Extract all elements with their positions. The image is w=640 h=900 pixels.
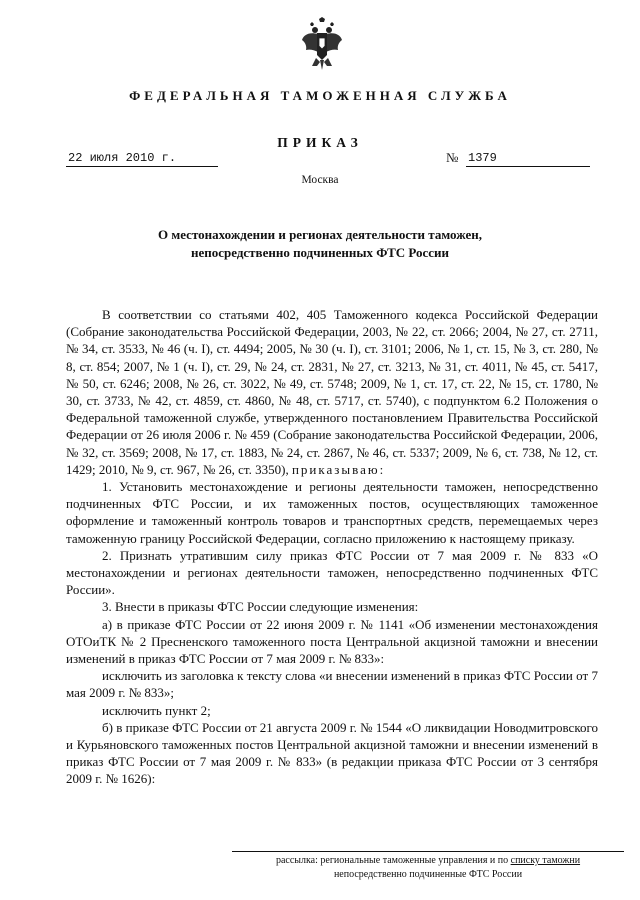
paragraph-item-2: 2. Признать утратившим силу приказ ФТС России от 7 мая 2009 г. № 833 «О местонахождении и регионах деятельности таможен, непосредственно подчиненных ФТС России». [66, 547, 598, 598]
distribution-line-2: непосредственно подчиненные ФТС России [333, 869, 523, 880]
order-date: 22 июля 2010 г. [66, 151, 218, 167]
document-type: ПРИКАЗ [277, 135, 363, 150]
city: Москва [301, 174, 339, 186]
order-title [0, 226, 640, 262]
coat-of-arms-icon [300, 16, 344, 72]
preamble-text: В соответствии со статьями 402, 405 Таможенного кодекса Российской Федерации (Собрание законодательства Российской Федерации, 2003, № 22, ст. 2066; 2004, № 27, ст. 2711, № 34, ст. 3533, № 46 (ч. I), ст. 4494; 2005, № 30 (ч. I), ст. 3101; 2006, № 1, ст. 15, № 3, ст. 280, № 8, ст. 854; 2007, № 1 (ч. I), ст. 29, № 24, ст. 2831, № 27, ст. 3213, № 31, ст. 4011, № 45, ст. 5417, № 50, ст. 6246; 2008, № 26, ст. 3022, № 49, ст. 5748; 2009, № 1, ст. 17, ст. 22, № 15, ст. 1780, № 30, ст. 3733, № 42, ст. 4859, ст. 4860, № 48, ст. 5717, ст. 5740), с подпунктом 6.2 Положения о Федеральной таможенной службе, утвержденного постановлением Правительства Российской Федерации от 26 июля 2006 г. № 459 (Собрание законодательства Российской Федерации, 2006, № 32, ст. 3569; 2008, № 17, ст. 1883, № 24, ст. 2867, № 46, ст. 5337; 2009, № 6, ст. 738, № 12, ст. 1429; 2010, № 9, ст. 967, № 26, ст. 3350), [66, 307, 598, 477]
order-number-label: № [446, 150, 459, 165]
order-number: 1379 [466, 151, 590, 167]
distribution-note [232, 851, 624, 882]
paragraph-item-3: 3. Внести в приказы ФТС России следующие изменения: [102, 599, 419, 615]
order-body [66, 306, 598, 788]
organization-name: ФЕДЕРАЛЬНАЯ ТАМОЖЕННАЯ СЛУЖБА [129, 88, 511, 103]
order-word: приказываю: [291, 461, 386, 477]
paragraph-item-3a: а) в приказе ФТС России от 22 июня 2009 г. № 1141 «Об изменении местонахождения ОТОиТК № 2 Пресненского таможенного поста Центральной акцизной таможни и внесении изменений в приказ ФТС России от 7 мая 2009 г. № 833»: [66, 616, 598, 667]
paragraph-item-3a-2: исключить пункт 2; [102, 702, 211, 718]
paragraph-item-1: 1. Установить местонахождение и регионы деятельности таможен, непосредственно подчиненных ФТС России, и их таможенных постов, осуществляющих таможенное оформление и таможенный контроль товаров и транспортных средств, перемещаемых через таможенную границу Российской Федерации, согласно приложению к настоящему приказу. [66, 479, 598, 546]
order-title-line-1: О местонахождении и регионах деятельности таможен, [158, 227, 482, 242]
distribution-underlined: списку таможни [510, 855, 581, 866]
paragraph-item-3a-1: исключить из заголовка к тексту слова «и внесении изменений в приказ ФТС России от 7 мая 2009 г. № 833»; [66, 668, 598, 701]
order-title-line-2: непосредственно подчиненных ФТС России [190, 245, 450, 260]
distribution-prefix: рассылка: региональные таможенные управления и по [275, 855, 509, 866]
preamble-paragraph [66, 306, 598, 478]
paragraph-item-3b: б) в приказе ФТС России от 21 августа 2009 г. № 1544 «О ликвидации Новодмитровского и Курьяновского таможенных постов Центральной акцизной таможни и внесении изменений в приказ ФТС России от 7 мая 2009 г. № 833» (в редакции приказа ФТС России от 3 сентября 2009 г. № 1626): [66, 719, 598, 787]
distribution-line-1 [232, 854, 624, 868]
